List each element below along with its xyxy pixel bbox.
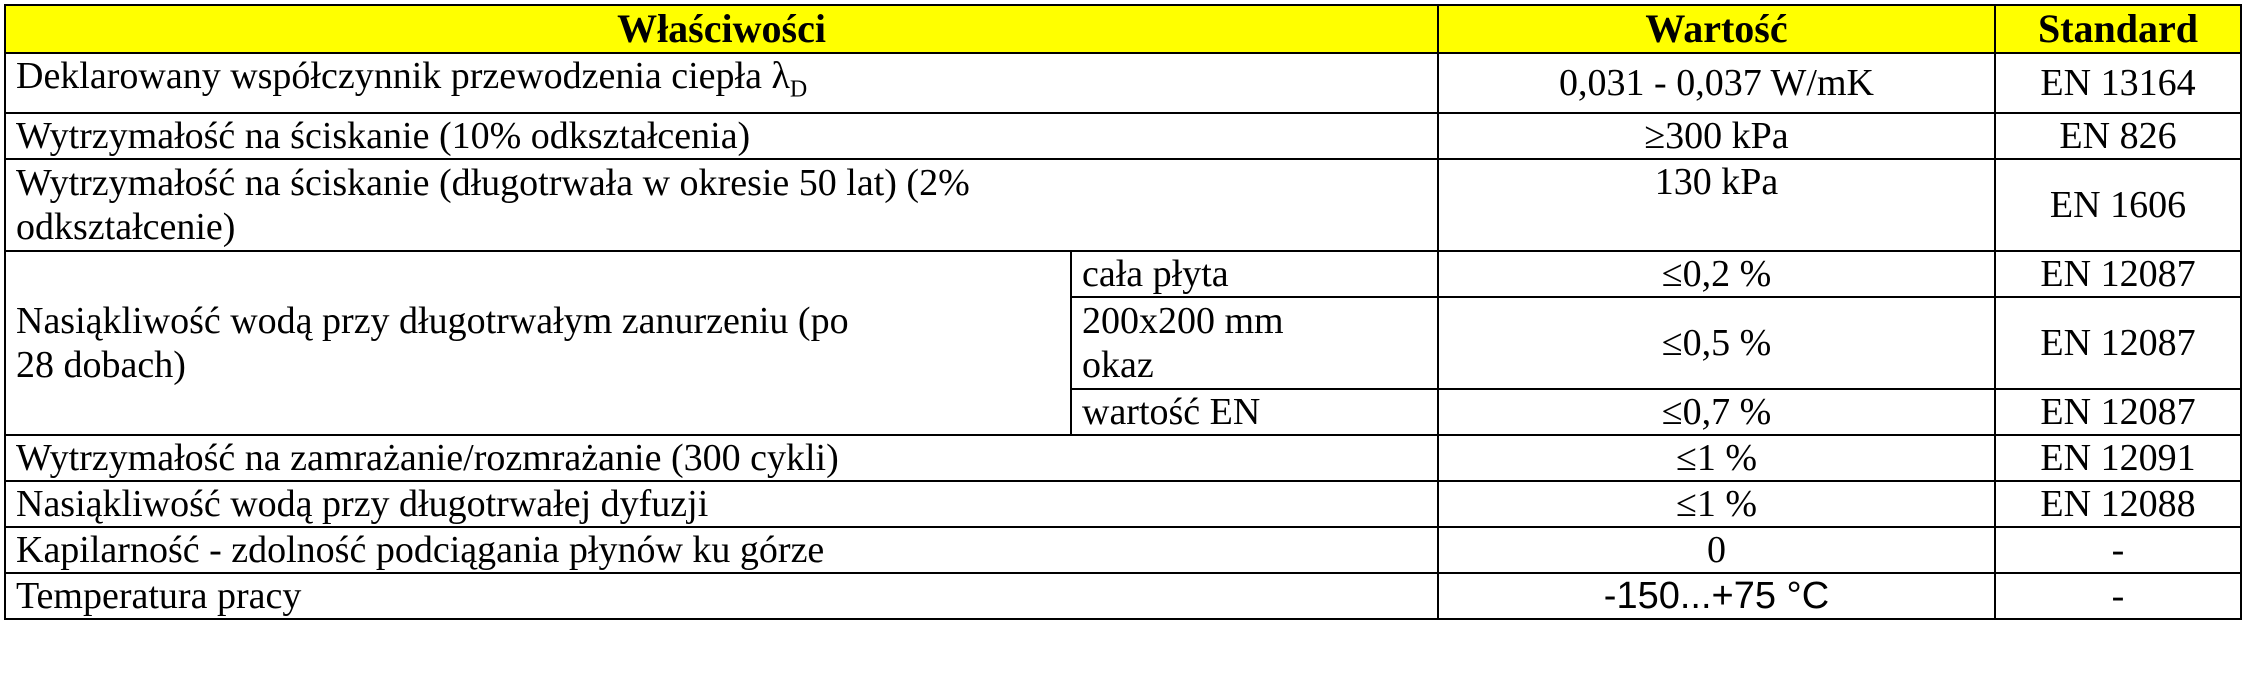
- row-value: ≤1 %: [1438, 481, 1995, 527]
- properties-table: [4, 4, 2242, 620]
- row-standard: EN 12091: [1995, 435, 2241, 481]
- row-label: Temperatura pracy: [5, 573, 1438, 619]
- row-value: -150...+75 °C: [1438, 573, 1995, 619]
- table-row: [5, 435, 2241, 481]
- table-row: [5, 53, 2241, 113]
- row-standard: -: [1995, 573, 2241, 619]
- table-row: [5, 113, 2241, 159]
- row-value: 130 kPa: [1438, 159, 1995, 251]
- sub-row-label: wartość EN: [1071, 389, 1438, 435]
- row-label: Deklarowany współczynnik przewodzenia ciepła $\lambda_D$: [5, 53, 1438, 113]
- table-row: [5, 159, 2241, 251]
- row-label: Nasiąkliwość wodą przy długotrwałej dyfuzji: [5, 481, 1438, 527]
- header-properties: Właściwości: [5, 5, 1438, 53]
- row-label: Nasiąkliwość wodą przy długotrwałym zanurzeniu (po 28 dobach): [5, 251, 1071, 435]
- sub-row-label: 200x200 mm okaz: [1071, 297, 1438, 389]
- row-label: Wytrzymałość na ściskanie (10% odkształcenia): [5, 113, 1438, 159]
- row-value: ≤0,7 %: [1438, 389, 1995, 435]
- row-standard: EN 12088: [1995, 481, 2241, 527]
- row-label: Wytrzymałość na ściskanie (długotrwała w okresie 50 lat) (2% odkształcenie): [5, 159, 1438, 251]
- row-standard: EN 12087: [1995, 389, 2241, 435]
- row-label: Kapilarność - zdolność podciągania płynów ku górze: [5, 527, 1438, 573]
- row-label: Wytrzymałość na zamrażanie/rozmrażanie (300 cykli): [5, 435, 1438, 481]
- row-standard: EN 1606: [1995, 159, 2241, 251]
- row-value: ≤1 %: [1438, 435, 1995, 481]
- header-standard: Standard: [1995, 5, 2241, 53]
- header-value: Wartość: [1438, 5, 1995, 53]
- row-standard: -: [1995, 527, 2241, 573]
- row-value: ≤0,5 %: [1438, 297, 1995, 389]
- row-value: ≥300 kPa: [1438, 113, 1995, 159]
- row-standard: EN 13164: [1995, 53, 2241, 113]
- row-value: ≤0,2 %: [1438, 251, 1995, 297]
- header-row: [5, 5, 2241, 53]
- row-standard: EN 826: [1995, 113, 2241, 159]
- row-value: 0: [1438, 527, 1995, 573]
- row-standard: EN 12087: [1995, 297, 2241, 389]
- table-row: [5, 527, 2241, 573]
- table-row: [5, 251, 2241, 297]
- row-value: 0,031 - 0,037 W/mK: [1438, 53, 1995, 113]
- row-standard: EN 12087: [1995, 251, 2241, 297]
- sub-row-label: cała płyta: [1071, 251, 1438, 297]
- table-row: [5, 481, 2241, 527]
- table-row: [5, 573, 2241, 619]
